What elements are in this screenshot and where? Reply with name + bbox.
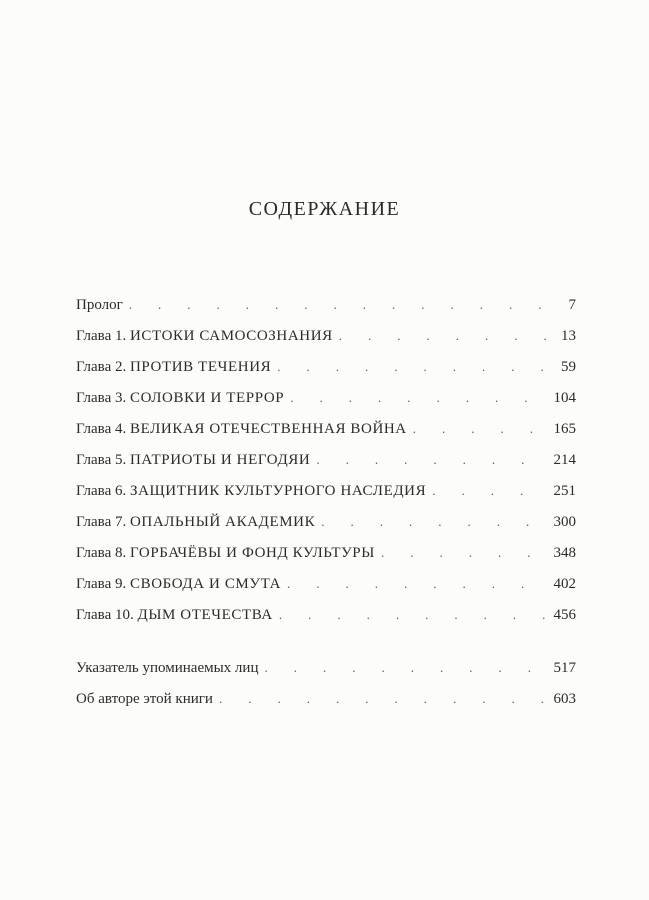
dot-leader <box>316 452 547 468</box>
dot-leader <box>290 390 547 406</box>
toc-entry-chapter-3[interactable] <box>76 390 576 421</box>
chapter-title: ЗАЩИТНИК КУЛЬТУРНОГО НАСЛЕДИЯ <box>129 483 427 499</box>
toc-entry-label <box>76 483 432 500</box>
table-of-contents <box>76 297 576 638</box>
toc-entry-label <box>76 514 321 531</box>
toc-entry-page: 104 <box>553 390 576 406</box>
toc-entry-label: Указатель упоминаемых лиц <box>76 660 259 676</box>
chapter-title: СОЛОВКИ И ТЕРРОР <box>129 390 285 406</box>
toc-entry-prologue[interactable] <box>76 297 576 328</box>
toc-entry-page: 251 <box>553 483 576 499</box>
toc-entry-page: 517 <box>553 660 576 676</box>
toc-entry-page: 456 <box>553 607 576 623</box>
toc-entry-label <box>76 576 287 593</box>
toc-entry-chapter-4[interactable] <box>76 421 576 452</box>
toc-entry-page: 402 <box>553 576 576 592</box>
toc-entry-label <box>76 328 339 345</box>
toc-entry-chapter-6[interactable] <box>76 483 576 514</box>
chapter-prefix: Глава 4. <box>76 421 127 437</box>
toc-entry-chapter-7[interactable] <box>76 514 576 545</box>
chapter-prefix: Глава 2. <box>76 359 127 375</box>
chapter-prefix: Глава 7. <box>76 514 127 530</box>
chapter-prefix: Глава 6. <box>76 483 127 499</box>
toc-entry-label: Об авторе этой книги <box>76 691 213 707</box>
toc-entry-label <box>76 607 279 624</box>
chapter-title: СВОБОДА И СМУТА <box>129 576 282 592</box>
toc-entry-page: 300 <box>553 514 576 530</box>
dot-leader <box>287 576 547 592</box>
toc-entry-chapter-1[interactable] <box>76 328 576 359</box>
dot-leader <box>277 359 555 375</box>
dot-leader <box>219 691 548 707</box>
toc-entry-about-author[interactable] <box>76 691 576 722</box>
dot-leader <box>413 421 548 437</box>
toc-entry-page: 348 <box>553 545 576 561</box>
toc-entry-page: 165 <box>553 421 576 437</box>
chapter-title: ВЕЛИКАЯ ОТЕЧЕСТВЕННАЯ ВОЙНА <box>129 421 407 437</box>
toc-entry-label <box>76 452 316 469</box>
toc-entry-page: 7 <box>568 297 576 313</box>
dot-leader <box>381 545 548 561</box>
toc-entry-page: 59 <box>561 359 576 375</box>
toc-entry-chapter-10[interactable] <box>76 607 576 638</box>
toc-entry-page: 603 <box>553 691 576 707</box>
chapter-title: ИСТОКИ САМОСОЗНАНИЯ <box>129 328 333 344</box>
toc-entry-chapter-5[interactable] <box>76 452 576 483</box>
chapter-title: ГОРБАЧЁВЫ И ФОНД КУЛЬТУРЫ <box>129 545 375 561</box>
chapter-title: ОПАЛЬНЫЙ АКАДЕМИК <box>129 514 316 530</box>
chapter-prefix: Глава 5. <box>76 452 127 468</box>
dot-leader <box>264 660 547 676</box>
toc-entry-page: 13 <box>561 328 576 344</box>
toc-entry-chapter-2[interactable] <box>76 359 576 390</box>
page-title: СОДЕРЖАНИЕ <box>248 198 401 220</box>
dot-leader <box>279 607 548 623</box>
dot-leader <box>321 514 547 530</box>
toc-entry-label <box>76 545 381 562</box>
back-matter-list <box>76 660 576 722</box>
chapter-title: ДЫМ ОТЕЧЕСТВА <box>137 607 273 623</box>
chapter-title: ПРОТИВ ТЕЧЕНИЯ <box>129 359 272 375</box>
dot-leader <box>129 297 563 313</box>
toc-entry-label <box>76 421 413 438</box>
chapter-prefix: Глава 3. <box>76 390 127 406</box>
toc-entry-label: Пролог <box>76 297 123 313</box>
toc-entry-index[interactable] <box>76 660 576 691</box>
chapter-prefix: Глава 10. <box>76 607 134 623</box>
toc-entry-page: 214 <box>553 452 576 468</box>
toc-entry-chapter-9[interactable] <box>76 576 576 607</box>
chapter-prefix: Глава 9. <box>76 576 127 592</box>
chapter-title: ПАТРИОТЫ И НЕГОДЯИ <box>129 452 311 468</box>
dot-leader <box>432 483 547 499</box>
toc-entry-chapter-8[interactable] <box>76 545 576 576</box>
chapter-prefix: Глава 1. <box>76 328 127 344</box>
chapter-prefix: Глава 8. <box>76 545 127 561</box>
toc-entry-label <box>76 359 277 376</box>
dot-leader <box>339 328 555 344</box>
toc-entry-label <box>76 390 290 407</box>
